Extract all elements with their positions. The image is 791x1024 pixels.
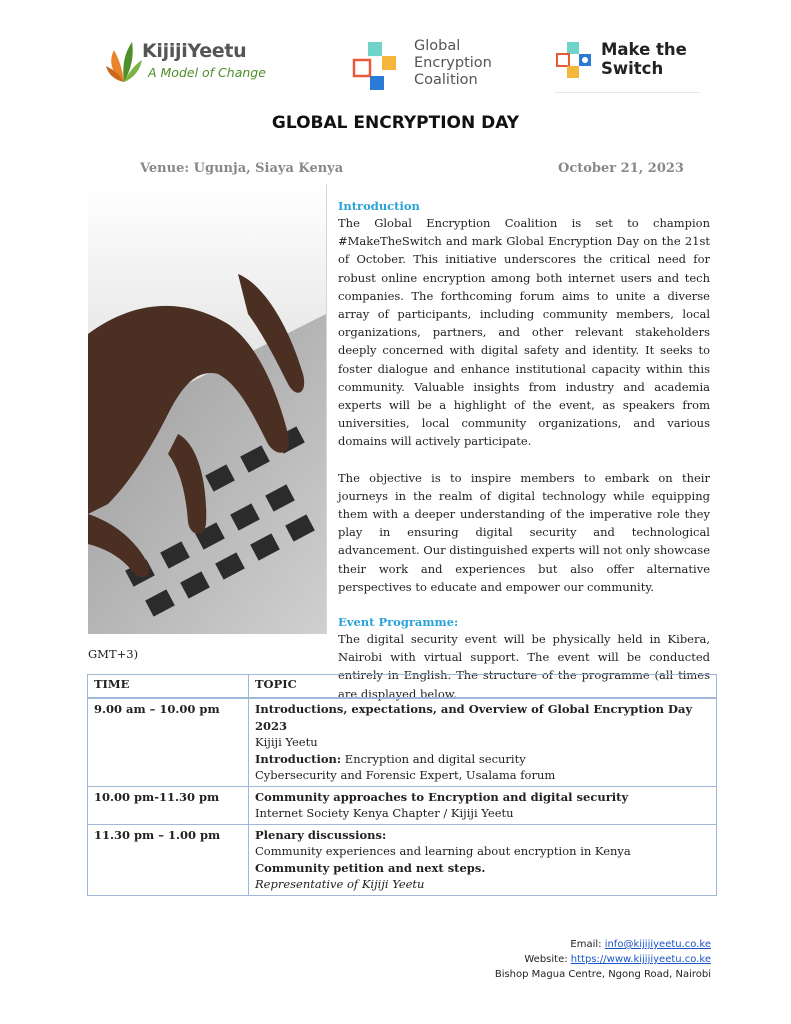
topic-line: Internet Society Kenya Chapter / Kijiji Yeetu [255, 806, 514, 820]
topic-line-text: Encryption and digital security [341, 751, 526, 766]
time-header: TIME [88, 675, 249, 699]
topic-cell [249, 698, 717, 786]
programme-paragraph-tail: GMT+3) [88, 647, 139, 661]
main-content [338, 198, 710, 703]
time-cell: 11.30 pm – 1.00 pm [88, 824, 249, 895]
topic-line-label: Introduction: [255, 751, 342, 766]
schedule-table [87, 674, 717, 896]
event-date: October 21, 2023 [558, 161, 684, 176]
footer-website-line: Website: https://www.kijijiyeetu.co.ke [524, 954, 711, 965]
table-row [88, 824, 717, 895]
kijiji-yeetu-logo [104, 36, 284, 86]
typing-hands-photo [88, 184, 326, 634]
footer-address: Bishop Magua Centre, Ngong Road, Nairobi [494, 969, 711, 980]
topic-line: Community petition and next steps. [255, 860, 486, 875]
email-link[interactable]: info@kijijiyeetu.co.ke [604, 939, 711, 950]
introduction-heading: Introduction [338, 199, 420, 213]
event-programme-heading: Event Programme: [338, 615, 459, 630]
footer-contact [495, 937, 711, 982]
leaf-icon [104, 36, 144, 86]
topic-title: Introductions, expectations, and Overview of Global Encryption Day 2023 [255, 702, 693, 733]
footer-email-line: Email: info@kijijiyeetu.co.ke [570, 939, 711, 950]
divider [326, 184, 327, 634]
topic-header: TOPIC [249, 675, 717, 699]
topic-title: Plenary discussions: [255, 827, 387, 842]
venue: Venue: Ugunja, Siaya Kenya [140, 161, 344, 176]
divider [555, 92, 700, 93]
topic-line [255, 751, 710, 768]
make-the-switch-logo [555, 40, 700, 94]
topic-line: Cybersecurity and Forensic Expert, Usalama forum [255, 768, 556, 782]
objective-paragraph: The objective is to inspire members to embark on their journeys in the realm of digital technology while equipping them with a deeper understanding of the imperative role they play in ensuring digital security and technological advancement. Our distinguished experts will not only showcase their work and experiences but also offer alternative perspectives to educate and empower our community. [338, 470, 710, 594]
kijiji-logo-name: KijijiYeetu [142, 40, 247, 62]
topic-cell [249, 786, 717, 824]
topic-line: Kijiji Yeetu [255, 735, 318, 749]
time-cell: 9.00 am – 10.00 pm [88, 698, 249, 786]
mts-logo-text: Make the Switch [601, 40, 687, 78]
topic-cell [249, 824, 717, 895]
squares-icon [352, 40, 404, 92]
topic-title: Community approaches to Encryption and digital security [255, 789, 629, 804]
gec-logo-text: Global Encryption Coalition [414, 38, 492, 88]
topic-line: Community experiences and learning about encryption in Kenya [255, 844, 631, 858]
table-row [88, 698, 717, 786]
time-cell: 10.00 pm-11.30 pm [88, 786, 249, 824]
kijiji-logo-tagline: A Model of Change [148, 65, 266, 80]
programme-paragraph: The digital security event will be physically held in Kibera, Nairobi with virtual support. The event will be conducted entirely in English. The structure of the programme (all times are displayed below, [338, 632, 710, 701]
table-header-row [88, 675, 717, 699]
introduction-paragraph: The Global Encryption Coalition is set to champion #MakeTheSwitch and mark Global Encryption Day on the 21st of October. This initiative underscores the critical need for robust online encryption among both internet users and tech companies. The forthcoming forum aims to unite a diverse array of participants, including community members, local organizations, partners, and other relevant stakeholders deeply concerned with digital safety and identity. It seeks to foster dialogue and enhance institutional capacity within this community. Valuable insights from industry and academia experts will be a highlight of the event, as speakers from universities, local community organizations, and various domains will actively participate. [338, 216, 710, 449]
topic-line: Representative of Kijiji Yeetu [255, 877, 425, 891]
website-link[interactable]: https://www.kijijiyeetu.co.ke [570, 954, 711, 965]
global-encryption-coalition-logo [352, 40, 522, 94]
page-title: GLOBAL ENCRYPTION DAY [271, 113, 520, 133]
switch-icon [555, 40, 597, 82]
table-row [88, 786, 717, 824]
